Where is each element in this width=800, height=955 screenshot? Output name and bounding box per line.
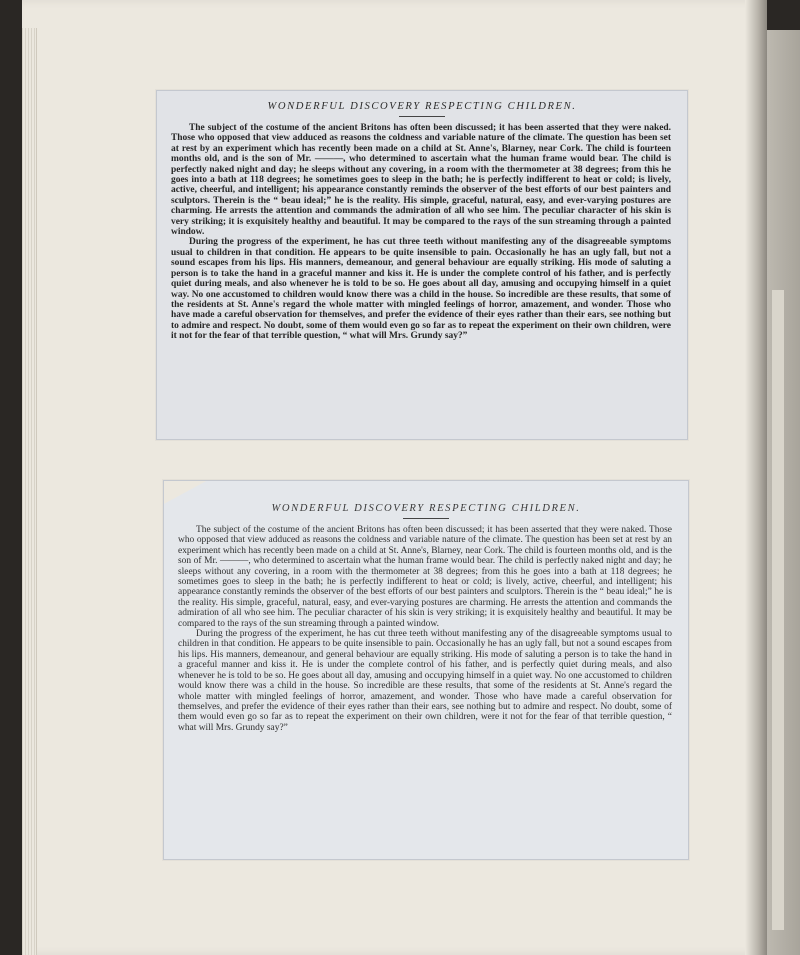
newspaper-clipping-top	[156, 90, 688, 440]
clipping-title: WONDERFUL DISCOVERY RESPECTING CHILDREN.	[271, 503, 581, 514]
newspaper-clipping-bottom	[163, 480, 689, 860]
title-rule	[399, 116, 445, 117]
next-page-stub	[772, 290, 784, 930]
clipping-paragraph: The subject of the costume of the ancient Britons has often been discussed; it has been asserted that they were naked. Those who opposed that view adduced as reasons the coldness and variable nature of the climate. The question has been set at rest by an experiment which has recently been made on a child at St. Anne's, Blarney, near Cork. The child is fourteen months old, and is the son of Mr. ———, who determined to ascertain what the human frame would bear. The child is perfectly naked night and day; he sleeps without any covering, in a room with the thermometer at 38 degrees; from this he goes into a bath at 118 degrees; he sometimes goes to sleep in the bath; he is perfectly indifferent to heat or cold; is lively, active, cheerful, and intelligent; his appearance constantly reminds the observer of the best efforts of our best painters and sculptors. Therein is the “ beau ideal;” he is the reality. His simple, graceful, natural, easy, and ever-varying postures are charming. He arrests the attention and commands the admiration of all who see him. The peculiar character of his skin is very striking; it is exquisitely healthy and beautiful. It may be compared to the rays of the sun streaming through a painted window.	[178, 525, 672, 629]
clipping-title: WONDERFUL DISCOVERY RESPECTING CHILDREN.	[267, 101, 577, 112]
clipping-paragraph: During the progress of the experiment, he has cut three teeth without manifesting any of the disagreeable symptoms usual to children in that condition. He appears to be quite insensible to pain. Occasionally he has an ugly fall, but not a sound escapes from his lips. His manners, demeanour, and general behaviour are equally striking. His mode of saluting a person is to take the hand in a graceful manner and kiss it. He is under the complete control of his father, and is perfectly quiet during meals, and also whenever he is told to be so. He goes about all day, amusing and occupying himself in a quiet way. No one accustomed to children would know there was a child in the house. So incredible are these results, that some of the residents at St. Anne's regard the whole matter with mingled feelings of horror, amazement, and wonder. Those who have made a careful observation for themselves, and prefer the evidence of their eyes rather than their ears, see nothing but to admire and respect. No doubt, some of them would even go so far as to repeat the experiment on their own children, were it not for the fear of that terrible question, “ what will Mrs. Grundy say?”	[171, 237, 671, 342]
clipping-paragraph: During the progress of the experiment, he has cut three teeth without manifesting any of the disagreeable symptoms usual to children in that condition. He appears to be quite insensible to pain. Occasionally he has an ugly fall, but not a sound escapes from his lips. His manners, demeanour, and general behaviour are equally striking. His mode of saluting a person is to take the hand in a graceful manner and kiss it. He is under the complete control of his father, and is perfectly quiet during meals, and also whenever he is told to be so. He goes about all day, amusing and occupying himself in a quiet way. No one accustomed to children would know there was a child in the house. So incredible are these results, that some of the residents at St. Anne's regard the whole matter with mingled feelings of horror, amazement, and wonder. Those who have made a careful observation for themselves, and prefer the evidence of their eyes rather than their ears, see nothing but to admire and respect. No doubt, some of them would even go so far as to repeat the experiment on their own children, were it not for the fear of that terrible question, “ what will Mrs. Grundy say?”	[178, 629, 672, 733]
title-rule	[403, 518, 449, 519]
clipping-paragraph: The subject of the costume of the ancient Britons has often been discussed; it has been asserted that they were naked. Those who opposed that view adduced as reasons the coldness and variable nature of the climate. The question has been set at rest by an experiment which has recently been made on a child at St. Anne's, Blarney, near Cork. The child is fourteen months old, and is the son of Mr. ———, who determined to ascertain what the human frame would bear. The child is perfectly naked night and day; he sleeps without any covering, in a room with the thermometer at 38 degrees; from this he goes into a bath at 118 degrees; he sometimes goes to sleep in the bath; he is perfectly indifferent to heat or cold; is lively, active, cheerful, and intelligent; his appearance constantly reminds the observer of the best efforts of our best painters and sculptors. Therein is the “ beau ideal;” he is the reality. His simple, graceful, natural, easy, and ever-varying postures are charming. He arrests the attention and commands the admiration of all who see him. The peculiar character of his skin is very striking; it is exquisitely healthy and beautiful. It may be compared to the rays of the sun streaming through a painted window.	[171, 123, 671, 238]
stacked-page-edges	[22, 28, 37, 955]
book-gutter	[745, 0, 767, 955]
